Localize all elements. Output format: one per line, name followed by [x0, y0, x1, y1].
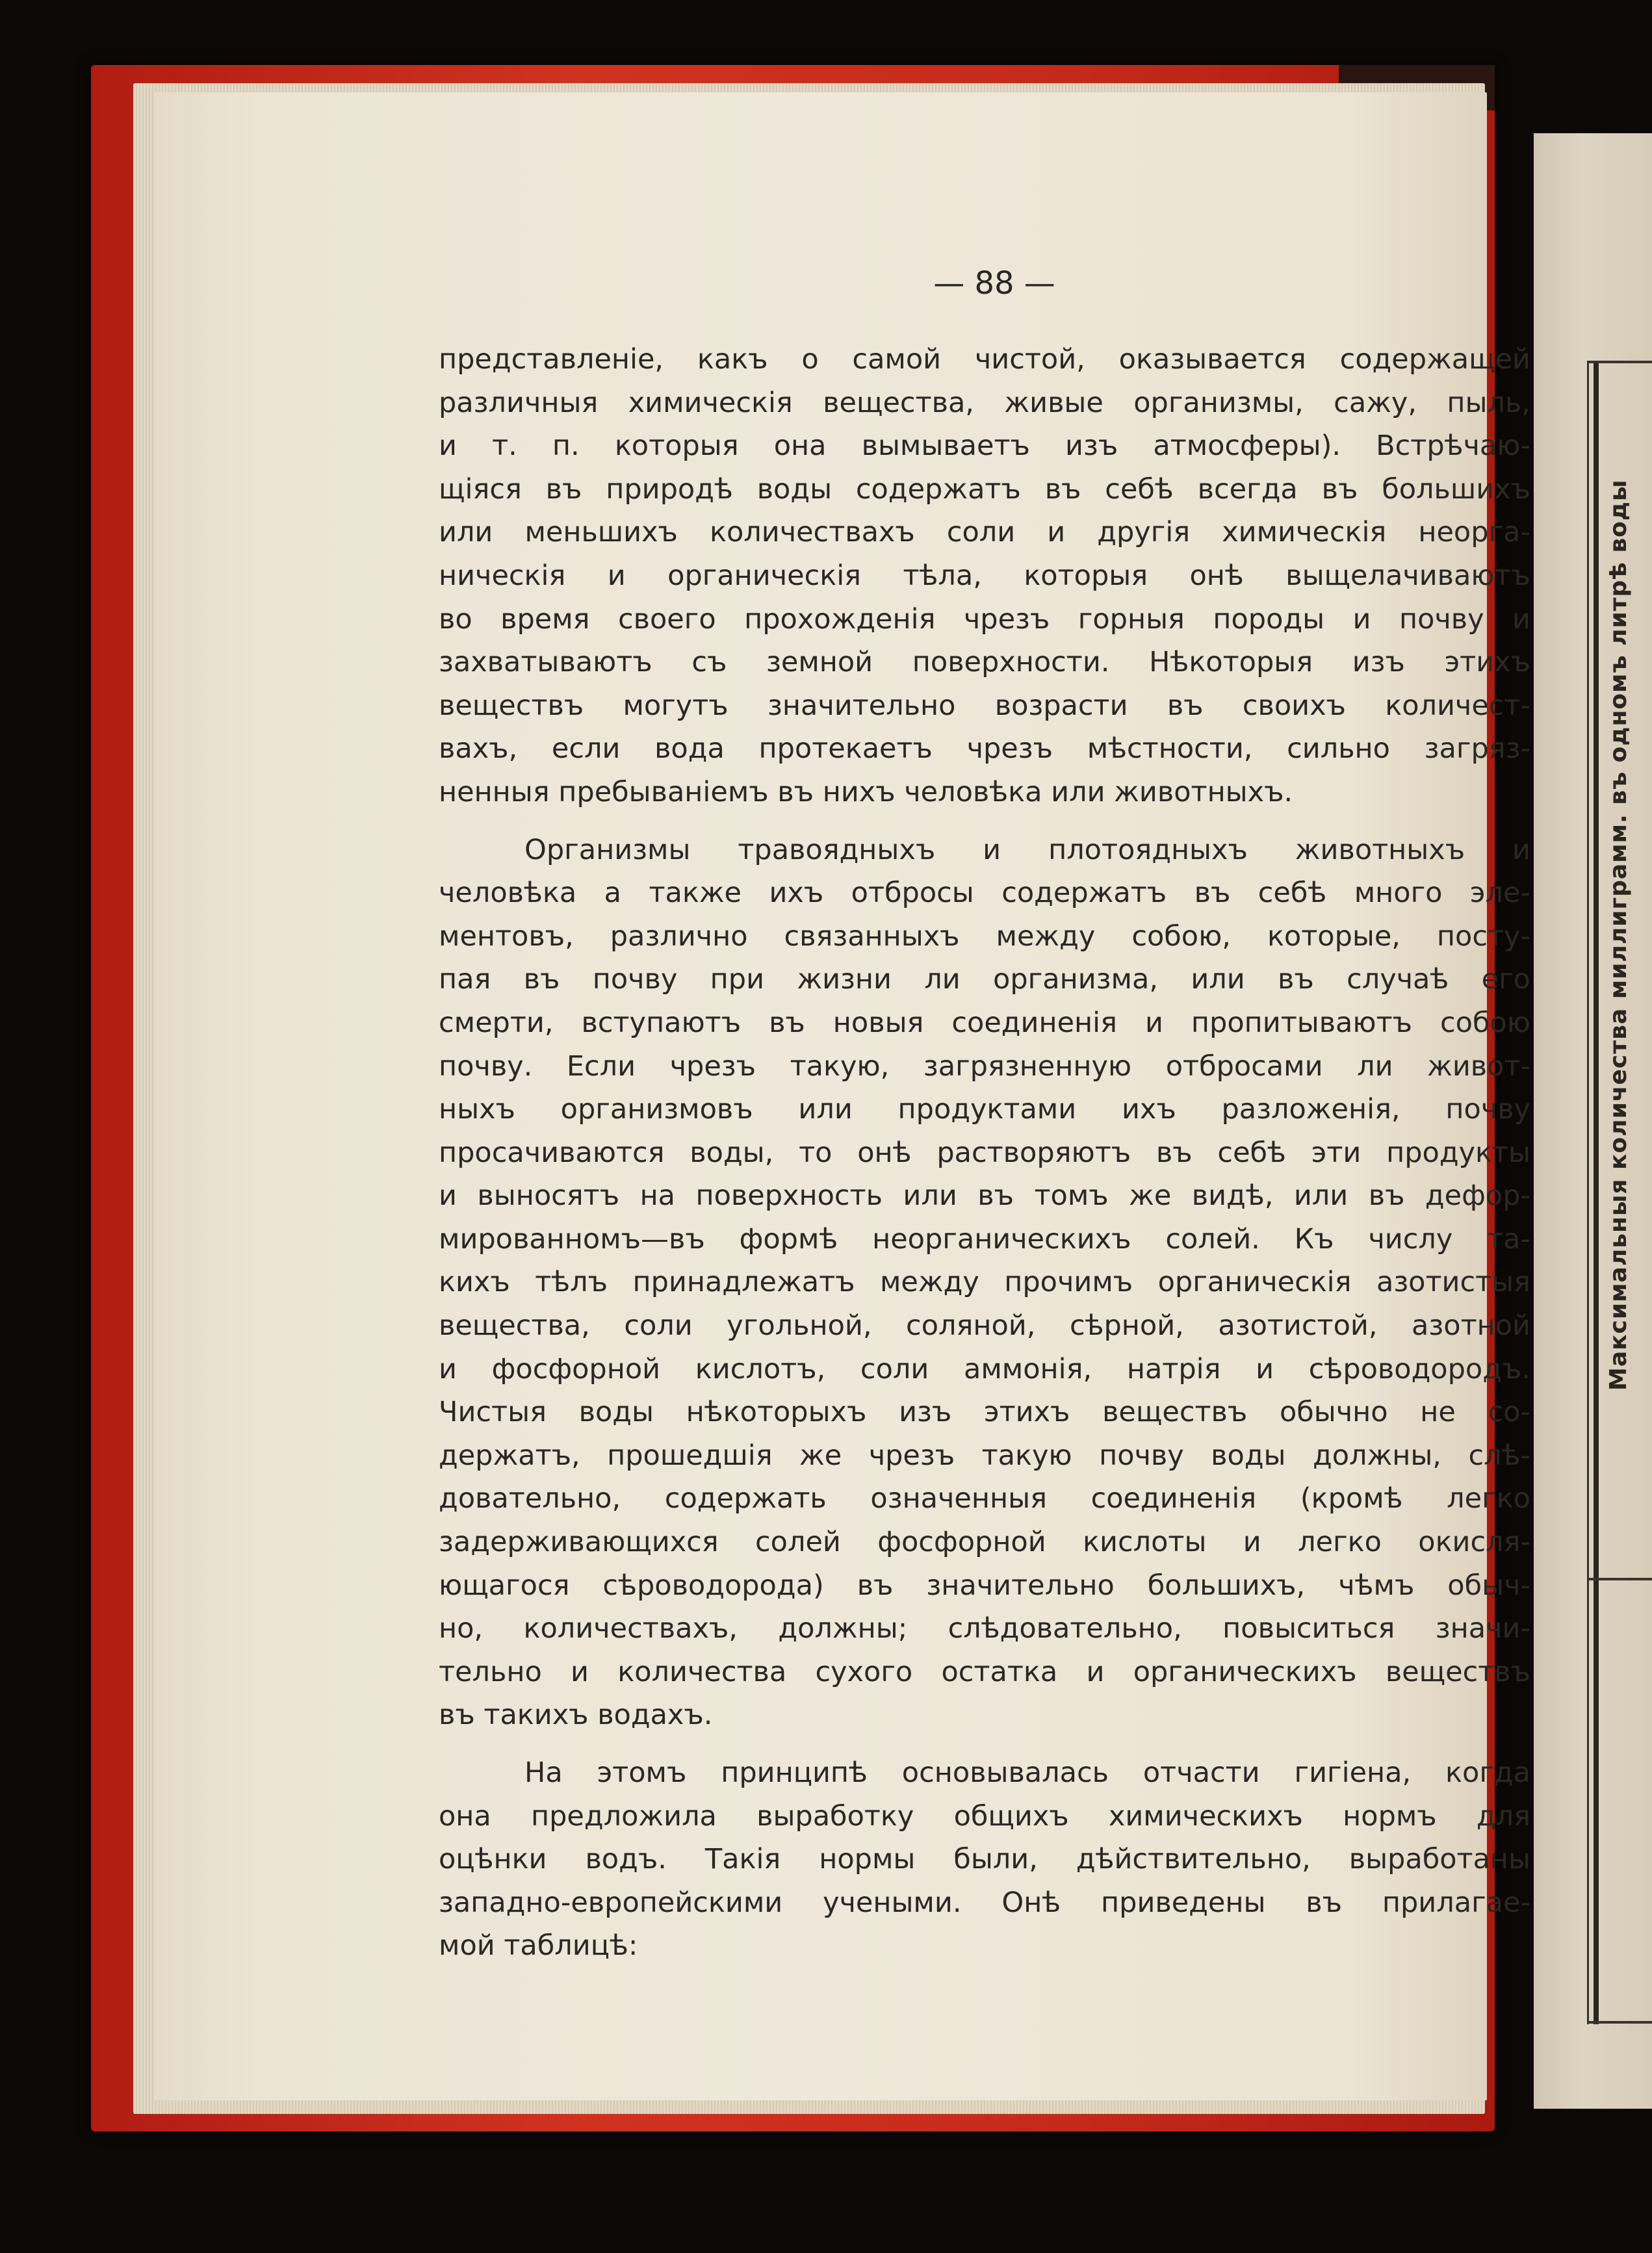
- paragraph-gap: [439, 1737, 1530, 1751]
- table-column-label: Максимальныя количества миллиграмм. въ одномъ литрѣ воды: [1605, 479, 1632, 1391]
- text-line: ненныя пребываніемъ въ нихъ человѣка или животныхъ.: [439, 775, 1293, 808]
- text-line: во время своего прохожденія чрезъ горныя породы и почву и: [439, 602, 1530, 636]
- text-line: ющагося сѣроводорода) въ значительно большихъ, чѣмъ обыч-: [439, 1569, 1530, 1602]
- text-line: довательно, содержать означенныя соединенія (кромѣ легко: [439, 1482, 1530, 1515]
- text-line: ническія и органическія тѣла, которыя онѣ выщелачиваютъ: [439, 559, 1530, 592]
- text-line: щіяся въ природѣ воды содержатъ въ себѣ всегда въ большихъ: [439, 472, 1530, 506]
- text-line: человѣка а также ихъ отбросы содержатъ въ себѣ много эле-: [439, 877, 1530, 910]
- text-line: На этомъ принципѣ основывалась отчасти гигіена, когда: [524, 1757, 1530, 1789]
- text-line: смерти, вступаютъ въ новыя соединенія и пропитываютъ собою: [439, 1006, 1530, 1039]
- folded-table-page: [1534, 133, 1652, 2109]
- text-line: захватываютъ съ земной поверхности. Нѣкоторыя изъ этихъ: [439, 646, 1530, 679]
- text-line: Организмы травоядныхъ и плотоядныхъ животныхъ и: [524, 833, 1530, 866]
- text-line: ныхъ организмовъ или продуктами ихъ разложенія, почву: [439, 1093, 1530, 1126]
- text-line: и выносятъ на поверхность или въ томъ же видѣ, или въ дефор-: [439, 1179, 1530, 1213]
- page-text: [439, 338, 1530, 1968]
- text-line: просачиваются воды, то онѣ растворяютъ въ себѣ эти продукты: [439, 1136, 1530, 1169]
- text-line: вещества, соли угольной, соляной, сѣрной, азотистой, азотной: [439, 1309, 1530, 1343]
- text-line: кихъ тѣлъ принадлежатъ между прочимъ органическія азотистыя: [439, 1266, 1530, 1299]
- text-line: пая въ почву при жизни ли организма, или въ случаѣ его: [439, 963, 1530, 996]
- paragraph-gap: [439, 814, 1530, 829]
- paragraph: [439, 338, 1530, 814]
- text-line: но, количествахъ, должны; слѣдовательно, повыситься значи-: [439, 1612, 1530, 1645]
- text-line: мой таблицѣ:: [439, 1929, 638, 1963]
- text-line: ментовъ, различно связанныхъ между собою, которые, посту-: [439, 920, 1530, 953]
- text-line: въ такихъ водахъ.: [439, 1699, 713, 1732]
- paragraph: [439, 829, 1530, 1737]
- text-line: и фосфорной кислотъ, соли аммонія, натрія и сѣроводородъ.: [439, 1352, 1530, 1385]
- text-line: оцѣнки водъ. Такія нормы были, дѣйствительно, выработаны: [439, 1843, 1530, 1876]
- text-line: различныя химическія вещества, живые организмы, сажу, пыль,: [439, 386, 1530, 419]
- paragraph: [439, 1751, 1530, 1968]
- text-line: или меньшихъ количествахъ соли и другія химическія неорга-: [439, 516, 1530, 549]
- text-line: Чистыя воды нѣкоторыхъ изъ этихъ веществъ обычно не со-: [439, 1396, 1530, 1429]
- table-rule-middle: [1587, 1578, 1652, 1580]
- text-line: почву. Если чрезъ такую, загрязненную отбросами ли живот-: [439, 1049, 1530, 1083]
- table-rule-top: [1587, 361, 1652, 363]
- text-line: задерживающихся солей фосфорной кислоты и легко окисля-: [439, 1526, 1530, 1559]
- table-rule-bottom: [1587, 2021, 1652, 2024]
- table-rule-inner: [1587, 361, 1589, 2024]
- text-line: веществъ могутъ значительно возрасти въ своихъ количест-: [439, 689, 1530, 722]
- table-rule-outer: [1594, 361, 1599, 2024]
- text-line: она предложила выработку общихъ химическихъ нормъ для: [439, 1799, 1530, 1833]
- text-line: представленіе, какъ о самой чистой, оказывается содержащей: [439, 343, 1530, 376]
- page-number: — 88 —: [933, 265, 1055, 302]
- text-line: держатъ, прошедшія же чрезъ такую почву воды должны, слѣ-: [439, 1439, 1530, 1472]
- text-line: тельно и количества сухого остатка и органическихъ веществъ: [439, 1655, 1530, 1688]
- text-line: и т. п. которыя она вымываетъ изъ атмосферы). Встрѣчаю-: [439, 430, 1530, 463]
- text-line: западно-европейскими учеными. Онѣ приведены въ прилагае-: [439, 1886, 1530, 1919]
- text-line: мированномъ—въ формѣ неорганическихъ солей. Къ числу та-: [439, 1222, 1530, 1255]
- text-line: вахъ, если вода протекаетъ чрезъ мѣстности, сильно загряз-: [439, 732, 1530, 766]
